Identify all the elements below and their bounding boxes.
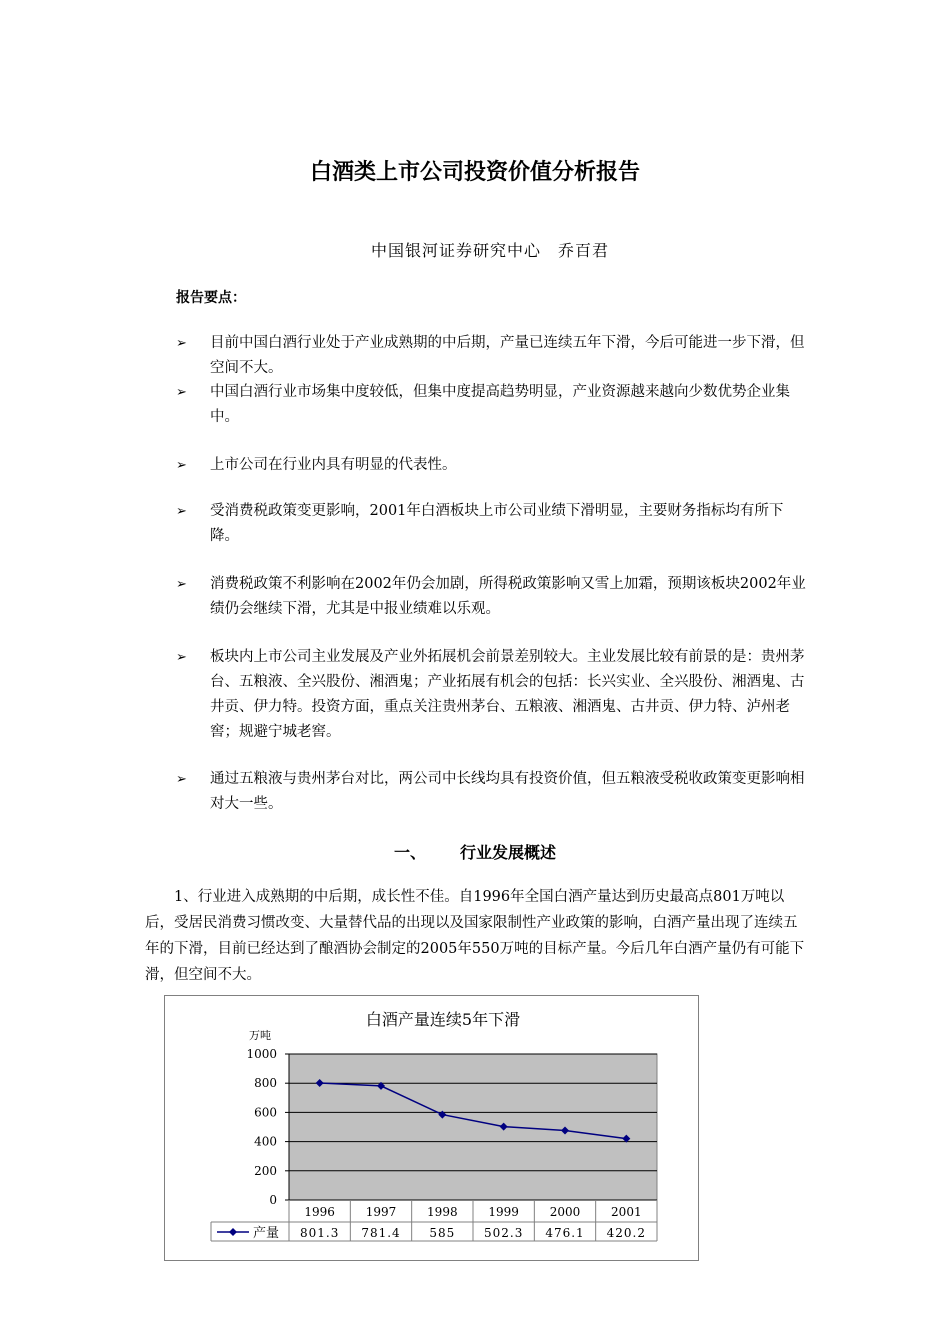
x-tick-label: 2001 <box>611 1205 642 1219</box>
chart-title: 白酒产量连续5年下滑 <box>365 1010 521 1029</box>
y-tick-label: 800 <box>254 1076 277 1091</box>
y-tick-label: 200 <box>254 1163 277 1178</box>
summary-bullet <box>176 499 808 549</box>
bullet-text: 板块内上市公司主业发展及产业外拓展机会前景差别较大。主业发展比较有前景的是：贵州茅台、五粮液、全兴股份、湘酒鬼；产业拓展有机会的包括：长兴实业、全兴股份、湘酒鬼、古井贡、伊力特。投资方面，重点关注贵州茅台、五粮液、湘酒鬼、古井贡、伊力特、泸州老窖；规避宁城老窖。 <box>210 649 805 740</box>
document-title: 白酒类上市公司投资价值分析报告 <box>309 160 640 185</box>
summary-bullet <box>176 767 808 817</box>
summary-bullet <box>176 453 808 478</box>
x-tick-label: 1996 <box>304 1205 335 1219</box>
y-tick-label: 1000 <box>246 1047 277 1061</box>
data-label: 502.3 <box>483 1226 524 1240</box>
author-line: 中国银河证券研究中心 乔百君 <box>370 241 609 260</box>
legend-label: 产量 <box>253 1226 280 1241</box>
body-paragraph: 1、行业进入成熟期的中后期，成长性不佳。自1996年全国白酒产量达到历史最高点801万吨以后，受居民消费习惯改变、大量替代品的出现以及国家限制性产业政策的影响，白酒产量出现了连续五年的下滑，目前已经达到了酿酒协会制定的2005年550万吨的目标产量。今后几年白酒产量仍有可能下滑，但空间不大。 <box>145 889 805 983</box>
arrow-bullet-icon: ➢ <box>176 504 187 519</box>
summary-bullet <box>176 380 808 430</box>
y-tick-label: 0 <box>269 1193 277 1207</box>
bullet-text: 消费税政策不利影响在2002年仍会加剧，所得税政策影响又雪上加霜，预期该板块2002年业绩仍会继续下滑，尤其是中报业绩难以乐观。 <box>210 576 806 617</box>
section-number: 一、 <box>393 843 426 862</box>
arrow-bullet-icon: ➢ <box>176 650 187 665</box>
data-label: 476.1 <box>545 1226 585 1240</box>
plot-area <box>289 1054 657 1200</box>
section-title: 行业发展概述 <box>460 843 557 862</box>
summary-bullet <box>176 572 808 622</box>
y-axis-label: 万吨 <box>249 1029 271 1042</box>
arrow-bullet-icon: ➢ <box>176 577 187 592</box>
x-tick-label: 1997 <box>365 1205 397 1219</box>
summary-label: 报告要点： <box>176 290 246 306</box>
data-label: 781.4 <box>361 1226 401 1240</box>
bullet-text: 目前中国白酒行业处于产业成熟期的中后期，产量已连续五年下滑，今后可能进一步下滑，但空间不大。 <box>210 335 805 376</box>
bullet-text: 中国白酒行业市场集中度较低，但集中度提高趋势明显，产业资源越来越向少数优势企业集中。 <box>210 384 790 425</box>
y-tick-label: 400 <box>254 1134 277 1149</box>
data-label: 585 <box>429 1226 456 1240</box>
x-tick-label: 1999 <box>488 1205 519 1219</box>
bullet-text: 通过五粮液与贵州茅台对比，两公司中长线均具有投资价值，但五粮液受税收政策变更影响相对大一些。 <box>210 771 805 812</box>
section-heading <box>0 840 950 863</box>
summary-bullet <box>176 645 808 745</box>
production-chart <box>164 995 699 1261</box>
data-label: 801.3 <box>299 1226 340 1240</box>
arrow-bullet-icon: ➢ <box>176 772 187 787</box>
arrow-bullet-icon: ➢ <box>176 336 187 351</box>
arrow-bullet-icon: ➢ <box>176 458 187 473</box>
legend-marker <box>229 1228 237 1236</box>
bullet-text: 上市公司在行业内具有明显的代表性。 <box>210 457 457 473</box>
summary-bullet <box>176 331 808 381</box>
x-tick-label: 1998 <box>427 1205 458 1219</box>
y-tick-label: 600 <box>254 1105 277 1120</box>
data-label: 420.2 <box>606 1226 647 1240</box>
arrow-bullet-icon: ➢ <box>176 385 187 400</box>
x-tick-label: 2000 <box>549 1205 581 1219</box>
chart-svg <box>165 996 698 1260</box>
bullet-text: 受消费税政策变更影响，2001年白酒板块上市公司业绩下滑明显，主要财务指标均有所下降。 <box>210 503 784 544</box>
